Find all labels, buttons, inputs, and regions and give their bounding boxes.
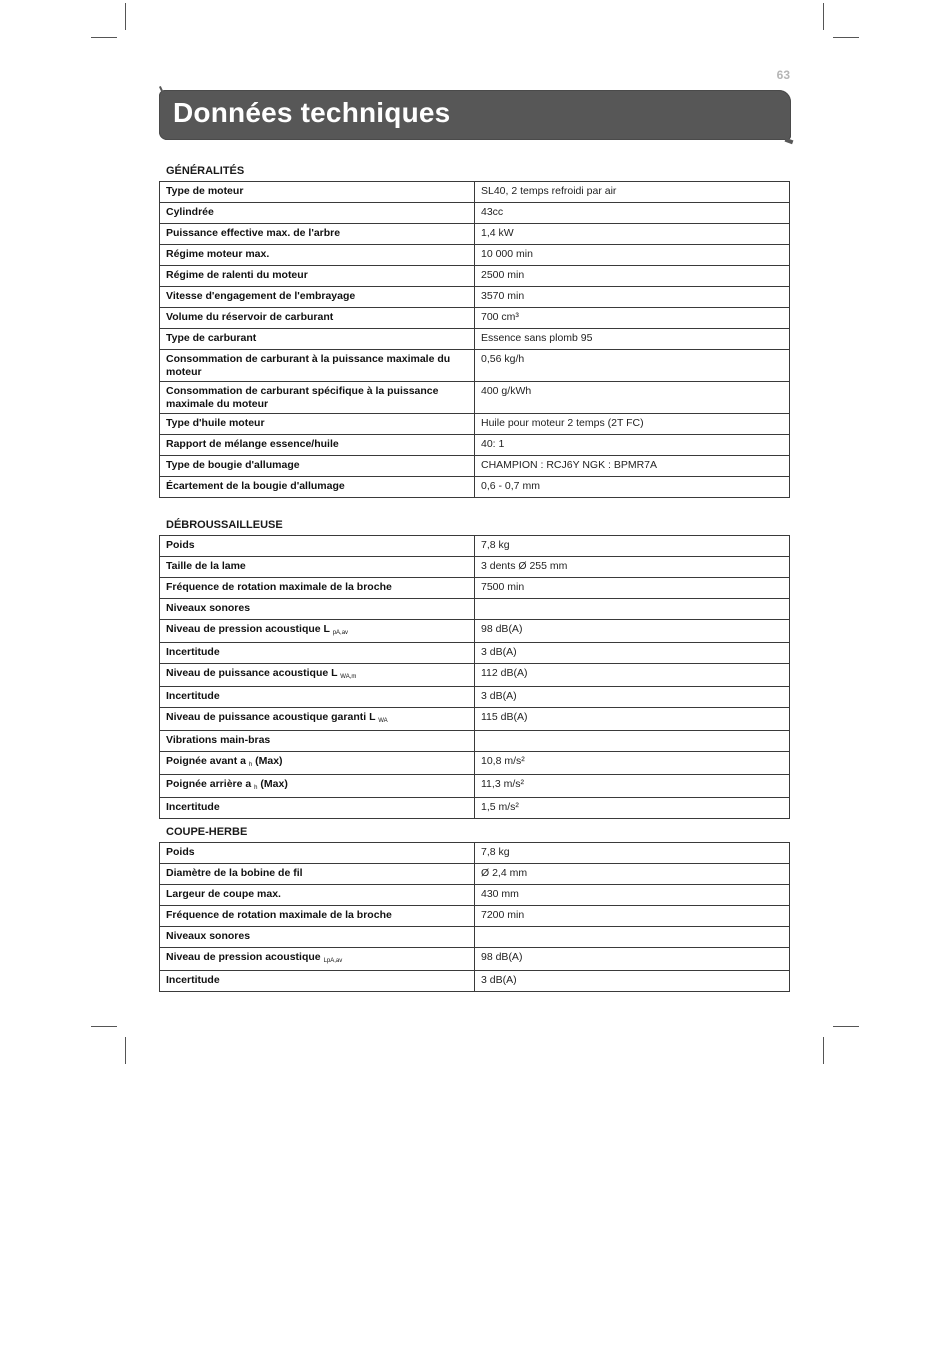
spec-row (160, 775, 790, 798)
spec-value: Ø 2,4 mm (475, 864, 790, 885)
spec-label-cell (160, 382, 475, 414)
spec-label-cell (160, 350, 475, 382)
spec-row (160, 266, 790, 287)
spec-value: 2500 min (475, 266, 790, 287)
crop-mark (91, 37, 117, 38)
spec-label-suffix: (Max) (257, 778, 288, 790)
spec-label-cell (160, 266, 475, 287)
spec-label-cell (160, 775, 475, 798)
spec-value: 1,4 kW (475, 224, 790, 245)
spec-value: 3 dB(A) (475, 971, 790, 992)
spec-row (160, 287, 790, 308)
spec-label-suffix: (Max) (252, 755, 283, 767)
spec-row (160, 350, 790, 382)
spec-label: Type de moteur (166, 185, 244, 197)
spec-label: Poids (166, 846, 195, 858)
spec-row (160, 927, 790, 948)
spec-row (160, 578, 790, 599)
spec-value: 3 dB(A) (475, 643, 790, 664)
spec-label-cell (160, 864, 475, 885)
spec-label-cell (160, 456, 475, 477)
spec-label-cell (160, 798, 475, 819)
spec-label-subscript: WA (378, 718, 388, 724)
spec-value: 7,8 kg (475, 843, 790, 864)
spec-label-cell (160, 927, 475, 948)
spec-label: Niveaux sonores (166, 602, 251, 614)
spec-label: Fréquence de rotation maximale de la broche (166, 581, 392, 593)
spec-row (160, 798, 790, 819)
spec-label: Puissance effective max. de l'arbre (166, 227, 341, 239)
spec-label-cell (160, 224, 475, 245)
section-title-debroussailleuse: DÉBROUSSAILLEUSE (166, 519, 283, 531)
crop-mark (91, 1026, 117, 1027)
spec-label-cell (160, 182, 475, 203)
spec-label: Régime de ralenti du moteur (166, 269, 308, 281)
title-banner (159, 90, 791, 140)
spec-label: Régime moteur max. (166, 248, 270, 260)
section-title-coupe-herbe: COUPE-HERBE (166, 826, 248, 838)
spec-row (160, 687, 790, 708)
spec-row (160, 971, 790, 992)
spec-value: 430 mm (475, 885, 790, 906)
spec-row (160, 843, 790, 864)
spec-label-cell (160, 885, 475, 906)
spec-label: Niveau de pression acoustique (166, 951, 321, 963)
spec-row (160, 948, 790, 971)
spec-label-subscript: WA,m (340, 674, 357, 680)
crop-mark (125, 1037, 126, 1064)
spec-value: 7500 min (475, 578, 790, 599)
spec-value: 7200 min (475, 906, 790, 927)
spec-value: 3 dB(A) (475, 687, 790, 708)
spec-value: 11,3 m/s² (475, 775, 790, 798)
spec-row (160, 308, 790, 329)
spec-value (475, 927, 790, 948)
spec-label-cell (160, 971, 475, 992)
spec-label: Écartement de la bougie d'allumage (166, 480, 345, 492)
spec-value: 400 g/kWh (475, 382, 790, 414)
spec-row (160, 557, 790, 578)
spec-label-cell (160, 308, 475, 329)
crop-mark (823, 3, 824, 30)
spec-row (160, 536, 790, 557)
spec-label-cell (160, 435, 475, 456)
spec-value: 40: 1 (475, 435, 790, 456)
spec-label: Poignée avant a (166, 755, 246, 767)
spec-label-cell (160, 731, 475, 752)
spec-label: Incertitude (166, 974, 220, 986)
spec-label-cell (160, 245, 475, 266)
spec-row (160, 708, 790, 731)
spec-value: 700 cm³ (475, 308, 790, 329)
spec-row (160, 752, 790, 775)
spec-row (160, 329, 790, 350)
spec-label-cell (160, 203, 475, 224)
spec-row (160, 382, 790, 414)
spec-row (160, 435, 790, 456)
spec-table-generalites (159, 181, 790, 498)
spec-value: 0,6 - 0,7 mm (475, 477, 790, 498)
spec-row (160, 599, 790, 620)
spec-value: 1,5 m/s² (475, 798, 790, 819)
spec-label-subscript: pA,av (332, 630, 349, 636)
section-title-generalites: GÉNÉRALITÉS (166, 165, 245, 177)
spec-row (160, 245, 790, 266)
spec-row (160, 885, 790, 906)
spec-value: CHAMPION : RCJ6Y NGK : BPMR7A (475, 456, 790, 477)
spec-label: Type d'huile moteur (166, 417, 265, 429)
spec-row (160, 620, 790, 643)
spec-label-subscript: h (254, 785, 258, 791)
spec-label-cell (160, 557, 475, 578)
spec-label-subscript: h (248, 762, 253, 768)
spec-value: 10 000 min (475, 245, 790, 266)
spec-label: Volume du réservoir de carburant (166, 311, 334, 323)
spec-value: 115 dB(A) (475, 708, 790, 731)
spec-label-cell (160, 536, 475, 557)
spec-row (160, 203, 790, 224)
spec-label: Type de carburant (166, 332, 257, 344)
crop-mark (823, 1037, 824, 1064)
spec-value (475, 599, 790, 620)
spec-label: Taille de la lame (166, 560, 246, 572)
crop-mark (833, 1026, 859, 1027)
spec-label-cell (160, 708, 475, 731)
spec-label: Consommation de carburant à la puissance maximale du moteur (166, 353, 451, 378)
spec-value: 3 dents Ø 255 mm (475, 557, 790, 578)
spec-table-debroussailleuse (159, 535, 790, 819)
spec-label: Largeur de coupe max. (166, 888, 281, 900)
spec-label-cell (160, 414, 475, 435)
crop-mark (125, 3, 126, 30)
spec-row (160, 414, 790, 435)
spec-label: Fréquence de rotation maximale de la broche (166, 909, 392, 921)
spec-value: 43cc (475, 203, 790, 224)
spec-label: Poignée arrière a (166, 778, 252, 790)
spec-label-cell (160, 752, 475, 775)
spec-label-cell (160, 287, 475, 308)
spec-label-cell (160, 843, 475, 864)
spec-label: Vitesse d'engagement de l'embrayage (166, 290, 356, 302)
spec-label-subscript: LpA,av (323, 958, 343, 964)
spec-value: Huile pour moteur 2 temps (2T FC) (475, 414, 790, 435)
spec-row (160, 864, 790, 885)
spec-label-cell (160, 643, 475, 664)
spec-label: Diamètre de la bobine de fil (166, 867, 303, 879)
spec-row (160, 477, 790, 498)
spec-label: Niveau de puissance acoustique garanti L (166, 711, 376, 723)
spec-label: Poids (166, 539, 195, 551)
spec-label-cell (160, 329, 475, 350)
spec-label: Incertitude (166, 690, 220, 702)
spec-value: 112 dB(A) (475, 664, 790, 687)
spec-row (160, 731, 790, 752)
spec-label: Niveau de puissance acoustique L (166, 667, 338, 679)
spec-value: 3570 min (475, 287, 790, 308)
spec-label-cell (160, 599, 475, 620)
spec-label: Niveau de pression acoustique L (166, 623, 330, 635)
spec-row (160, 664, 790, 687)
spec-table-coupe-herbe (159, 842, 790, 992)
spec-value: 10,8 m/s² (475, 752, 790, 775)
spec-label-cell (160, 477, 475, 498)
spec-label-cell (160, 906, 475, 927)
spec-row (160, 456, 790, 477)
spec-label: Incertitude (166, 801, 220, 813)
spec-label-cell (160, 578, 475, 599)
spec-label: Incertitude (166, 646, 220, 658)
spec-label-cell (160, 664, 475, 687)
spec-value: Essence sans plomb 95 (475, 329, 790, 350)
spec-label: Cylindrée (166, 206, 214, 218)
spec-label-cell (160, 620, 475, 643)
spec-label: Consommation de carburant spécifique à la puissance maximale du moteur (166, 385, 439, 410)
spec-value: SL40, 2 temps refroidi par air (475, 182, 790, 203)
spec-value: 98 dB(A) (475, 620, 790, 643)
spec-value: 98 dB(A) (475, 948, 790, 971)
spec-row (160, 224, 790, 245)
spec-label: Rapport de mélange essence/huile (166, 438, 339, 450)
page-number: 63 (776, 68, 790, 82)
spec-label-cell (160, 687, 475, 708)
spec-row (160, 182, 790, 203)
spec-value: 7,8 kg (475, 536, 790, 557)
spec-value (475, 731, 790, 752)
spec-label: Vibrations main-bras (166, 734, 271, 746)
spec-label: Niveaux sonores (166, 930, 251, 942)
spec-value: 0,56 kg/h (475, 350, 790, 382)
spec-row (160, 906, 790, 927)
spec-row (160, 643, 790, 664)
crop-mark (833, 37, 859, 38)
spec-label: Type de bougie d'allumage (166, 459, 300, 471)
page-title: Données techniques (173, 97, 451, 128)
spec-label-cell (160, 948, 475, 971)
